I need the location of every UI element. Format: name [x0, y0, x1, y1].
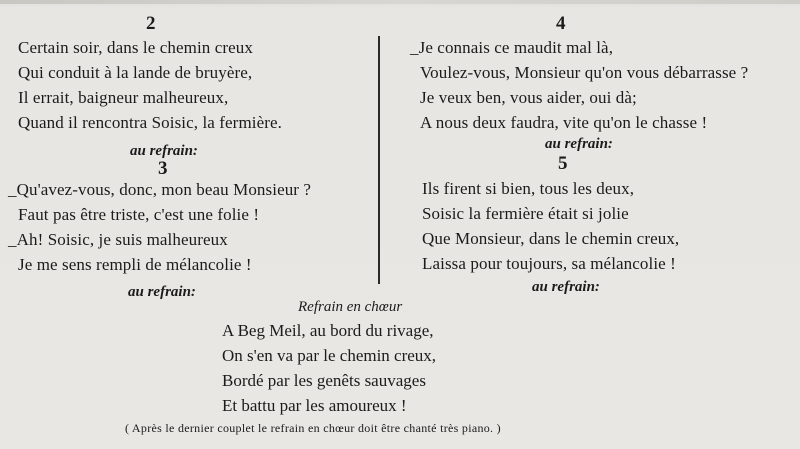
chorus-line-1: A Beg Meil, au bord du rivage, — [222, 321, 434, 340]
verse-5-line-2: Soisic la fermière était si jolie — [422, 204, 629, 223]
chorus-line-2: On s'en va par le chemin creux, — [222, 346, 437, 365]
verse-2-line-2: Qui conduit à la lande de bruyère, — [18, 63, 253, 82]
verse-5-line-1: Ils firent si bien, tous les deux, — [422, 179, 635, 198]
verse-2-refrain-label: au refrain: — [130, 143, 198, 159]
verse-5-line-3: Que Monsieur, dans le chemin creux, — [422, 229, 680, 248]
verse-5-line-4: Laissa pour toujours, sa mélancolie ! — [422, 254, 676, 273]
verse-3-line-2: Faut pas être triste, c'est une folie ! — [18, 205, 260, 224]
verse-2-line-4: Quand il rencontra Soisic, la fermière. — [18, 113, 282, 132]
verse-number-2: 2 — [146, 13, 156, 34]
verse-number-4: 4 — [556, 13, 566, 34]
column-divider — [378, 36, 380, 284]
verse-2-line-3: Il errait, baigneur malheureux, — [18, 88, 229, 107]
chorus-line-4: Et battu par les amoureux ! — [222, 396, 407, 415]
page-top-edge — [0, 0, 800, 4]
performance-note: ( Après le dernier couplet le refrain en chœur doit être chanté très piano. ) — [125, 421, 501, 435]
verse-3-line-3: _Ah! Soisic, je suis malheureux — [8, 230, 228, 249]
verse-3-line-1: _Qu'avez-vous, donc, mon beau Monsieur ? — [8, 180, 312, 199]
verse-4-line-3: Je veux ben, vous aider, oui dà; — [420, 88, 637, 107]
verse-4-line-1: _Je connais ce maudit mal là, — [410, 38, 614, 57]
verse-4-refrain-label: au refrain: — [545, 136, 613, 152]
verse-3-line-4: Je me sens rempli de mélancolie ! — [18, 255, 252, 274]
verse-4-line-4: A nous deux faudra, vite qu'on le chasse ! — [420, 113, 708, 132]
verse-4-line-2: Voulez-vous, Monsieur qu'on vous débarrasse ? — [420, 63, 749, 82]
verse-number-5: 5 — [558, 153, 568, 174]
chorus-line-3: Bordé par les genêts sauvages — [222, 371, 426, 390]
verse-3-refrain-label: au refrain: — [128, 284, 196, 300]
chorus-title: Refrain en chœur — [298, 299, 403, 315]
verse-number-3: 3 — [158, 158, 168, 179]
verse-2-line-1: Certain soir, dans le chemin creux — [18, 38, 253, 57]
verse-5-refrain-label: au refrain: — [532, 279, 600, 295]
